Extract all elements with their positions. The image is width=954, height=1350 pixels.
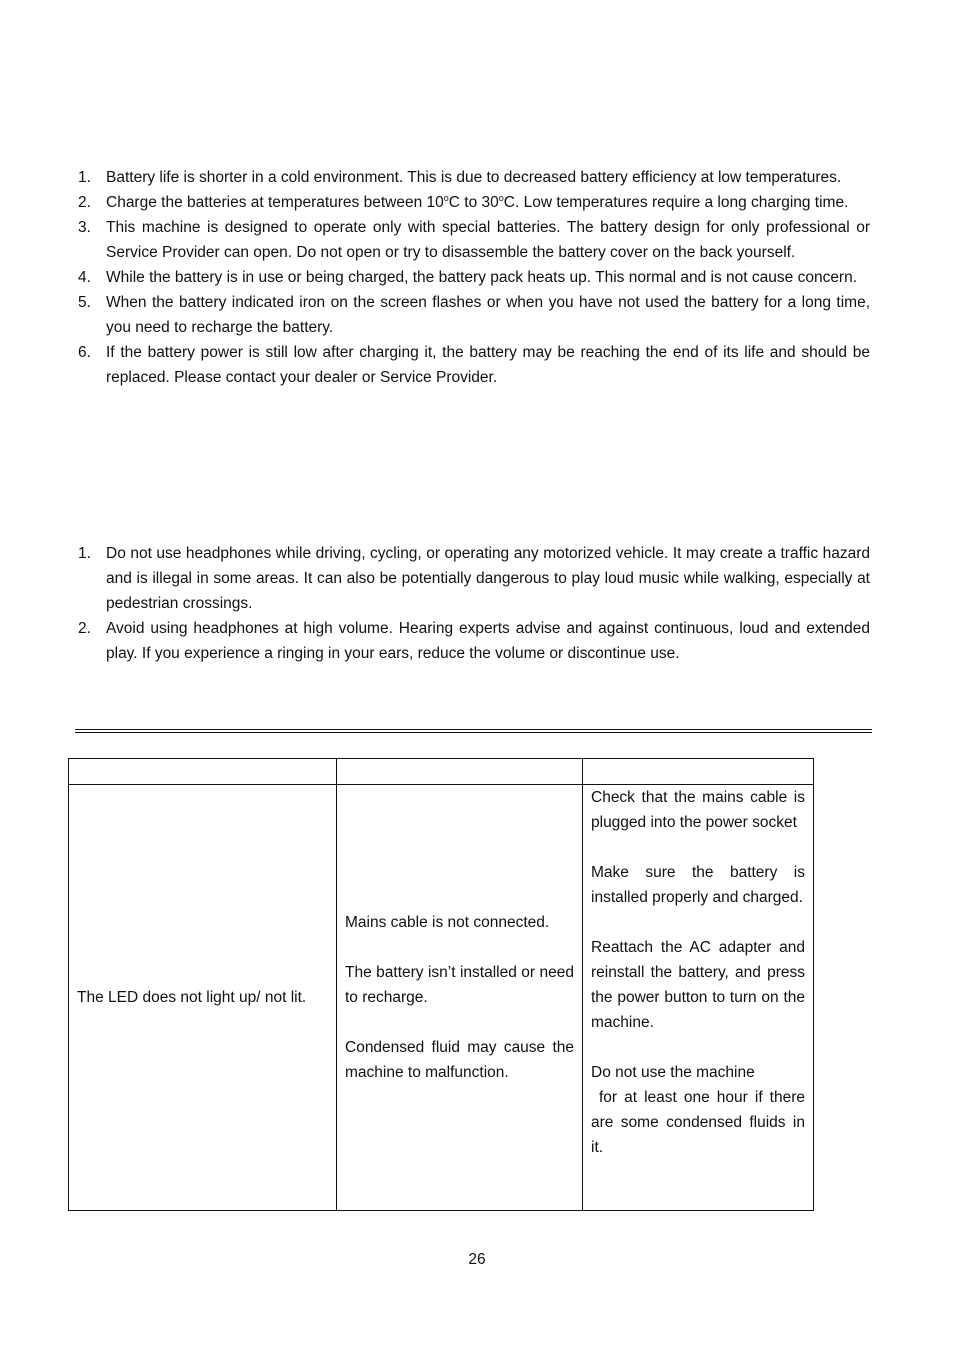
note-text: If the battery power is still low after charging it, the battery may be reaching the end of its life and should be replaced. Please contact your dealer or Service Provider. — [106, 344, 870, 386]
list-item: 1. Do not use headphones while driving, cycling, or operating any motorized vehicle. It may create a traffic hazard and is illegal in some areas. It can also be potentially dangerous to play loud music while walking, especially at pedestrian crossings. — [78, 545, 870, 612]
solution-text: Check that the mains cable is plugged into the power socket — [591, 789, 805, 831]
list-item: 2. Avoid using headphones at high volume. Hearing experts advise and against continuous, loud and extended play. If you experience a ringing in your ears, reduce the volume or discontinue use. — [78, 620, 870, 662]
header-cell — [337, 759, 583, 785]
cause-text: The battery isn’t installed or need to recharge. — [345, 964, 574, 1006]
cause-text: Condensed fluid may cause the machine to malfunction. — [345, 1039, 574, 1081]
list-item: 5. When the battery indicated iron on the screen flashes or when you have not used the battery for a long time, you need to recharge the battery. — [78, 294, 870, 336]
page-number: 26 — [468, 1251, 486, 1268]
note-text: Do not use headphones while driving, cycling, or operating any motorized vehicle. It may create a traffic hazard and is illegal in some areas. It can also be potentially dangerous to play loud music while walking, especially at pedestrian crossings. — [106, 545, 870, 612]
note-text: Battery life is shorter in a cold environment. This is due to decreased battery efficiency at low temperatures. — [106, 169, 842, 186]
header-cell — [69, 759, 337, 785]
table-row — [69, 785, 814, 1211]
note-text: Charge the batteries at temperatures between 10$^o$C to 30$^o$C. Low temperatures require a long charging time. — [106, 193, 849, 211]
note-text: This machine is designed to operate only with special batteries. The battery design for only professional or Service Provider can open. Do not open or try to disassemble the battery cover on the back yourself. — [106, 219, 870, 261]
note-text: Avoid using headphones at high volume. Hearing experts advise and against continuous, loud and extended play. If you experience a ringing in your ears, reduce the volume or discontinue use. — [106, 620, 870, 662]
section-divider — [75, 729, 872, 730]
solution-text: Reattach the AC adapter and reinstall the battery, and press the power button to turn on the machine. — [591, 939, 805, 1031]
solution-cell — [583, 785, 814, 1211]
solution-text: Do not use the machine — [591, 1064, 755, 1081]
troubleshooting-table — [68, 758, 814, 1211]
list-item: 3. This machine is designed to operate only with special batteries. The battery design for only professional or Service Provider can open. Do not open or try to disassemble the battery cover on the back yourself. — [78, 219, 870, 261]
table-header-row — [69, 759, 814, 785]
solution-text: Make sure the battery is installed properly and charged. — [591, 864, 805, 906]
note-text: When the battery indicated iron on the screen flashes or when you have not used the battery for a long time, you need to recharge the battery. — [106, 294, 870, 336]
note-text: While the battery is in use or being charged, the battery pack heats up. This normal and is not cause concern. — [106, 269, 858, 286]
header-cell — [583, 759, 814, 785]
section-divider — [75, 732, 872, 733]
problem-cell: The LED does not light up/ not lit. — [69, 785, 337, 1211]
list-item: 4. While the battery is in use or being charged, the battery pack heats up. This normal and is not cause concern. — [78, 269, 858, 286]
list-item: 6. If the battery power is still low after charging it, the battery may be reaching the end of its life and should be replaced. Please contact your dealer or Service Provider. — [78, 344, 870, 386]
solution-text: for at least one hour if there are some condensed fluids in it. — [591, 1089, 805, 1156]
battery-notes-list — [75, 165, 870, 390]
cause-cell — [337, 785, 583, 1211]
headphone-notes-list — [75, 541, 870, 666]
cause-text: Mains cable is not connected. — [345, 914, 550, 931]
list-item: 2. Charge the batteries at temperatures between 10$^o$C to 30$^o$C. Low temperatures require a long charging time. — [78, 193, 849, 211]
list-item: 1. Battery life is shorter in a cold environment. This is due to decreased battery efficiency at low temperatures. — [78, 169, 842, 186]
